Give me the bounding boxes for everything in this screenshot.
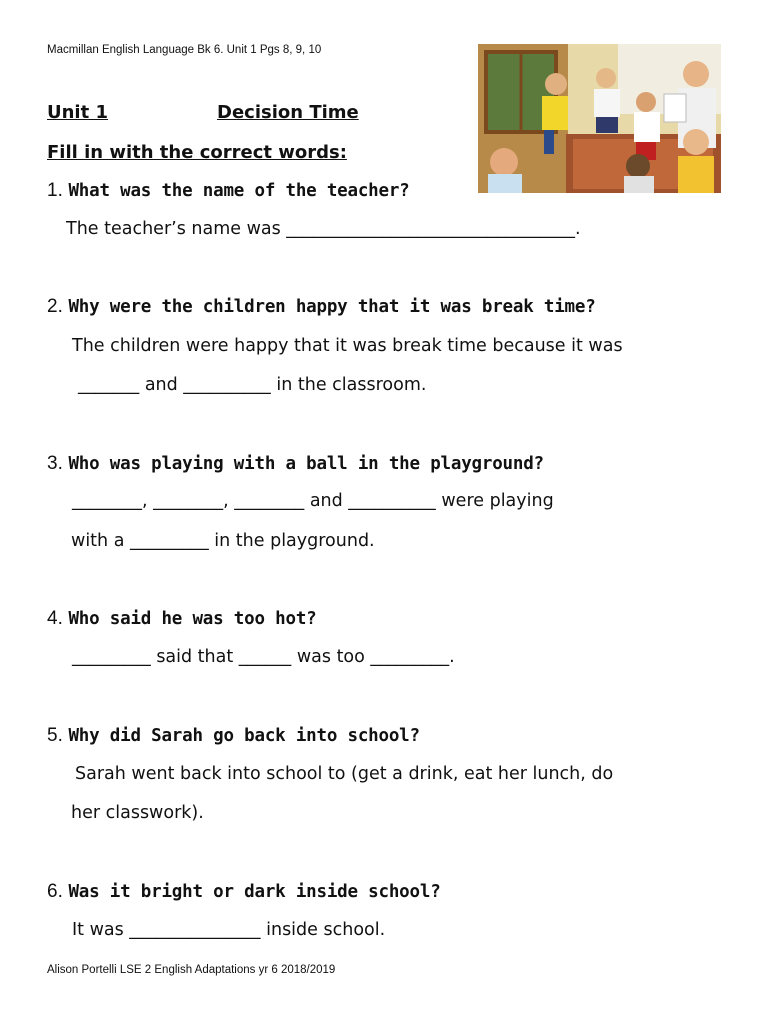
answer-line: It was _______________ inside school.	[72, 920, 386, 940]
question-4	[47, 608, 317, 630]
answer-line: her classwork).	[71, 803, 204, 823]
header-text: Macmillan English Language Bk 6. Unit 1 Pgs 8, 9, 10	[47, 44, 322, 56]
question-number: 5.	[47, 725, 63, 746]
question-2	[47, 296, 596, 318]
question-text: What was the name of the teacher?	[68, 181, 410, 201]
question-number: 2.	[47, 296, 63, 317]
question-number: 1.	[47, 180, 63, 201]
question-6	[47, 881, 441, 903]
answer-line: _________ said that ______ was too _________.	[72, 647, 455, 667]
unit-title: Decision Time	[217, 102, 359, 123]
question-3	[47, 453, 544, 475]
instruction: Fill in with the correct words:	[47, 142, 347, 163]
footer-text: Alison Portelli LSE 2 English Adaptations yr 6 2018/2019	[47, 964, 336, 976]
answer-line: The children were happy that it was break time because it was	[72, 336, 623, 356]
question-number: 4.	[47, 608, 63, 629]
question-text: Was it bright or dark inside school?	[68, 882, 441, 902]
answer-line: Sarah went back into school to (get a drink, eat her lunch, do	[75, 764, 614, 784]
answer-line: _______ and __________ in the classroom.	[78, 375, 427, 395]
answer-line: The teacher’s name was _________________________________.	[66, 219, 581, 239]
question-number: 3.	[47, 453, 63, 474]
question-number: 6.	[47, 881, 63, 902]
answer-line: with a _________ in the playground.	[71, 531, 375, 551]
question-text: Who was playing with a ball in the playground?	[68, 454, 544, 474]
classroom-illustration	[478, 44, 721, 193]
question-5	[47, 725, 420, 747]
question-text: Why did Sarah go back into school?	[68, 726, 420, 746]
question-text: Who said he was too hot?	[68, 609, 317, 629]
answer-line: ________, ________, ________ and __________ were playing	[72, 491, 554, 511]
question-text: Why were the children happy that it was break time?	[68, 297, 596, 317]
unit-label: Unit 1	[47, 102, 108, 123]
question-1	[47, 180, 410, 202]
